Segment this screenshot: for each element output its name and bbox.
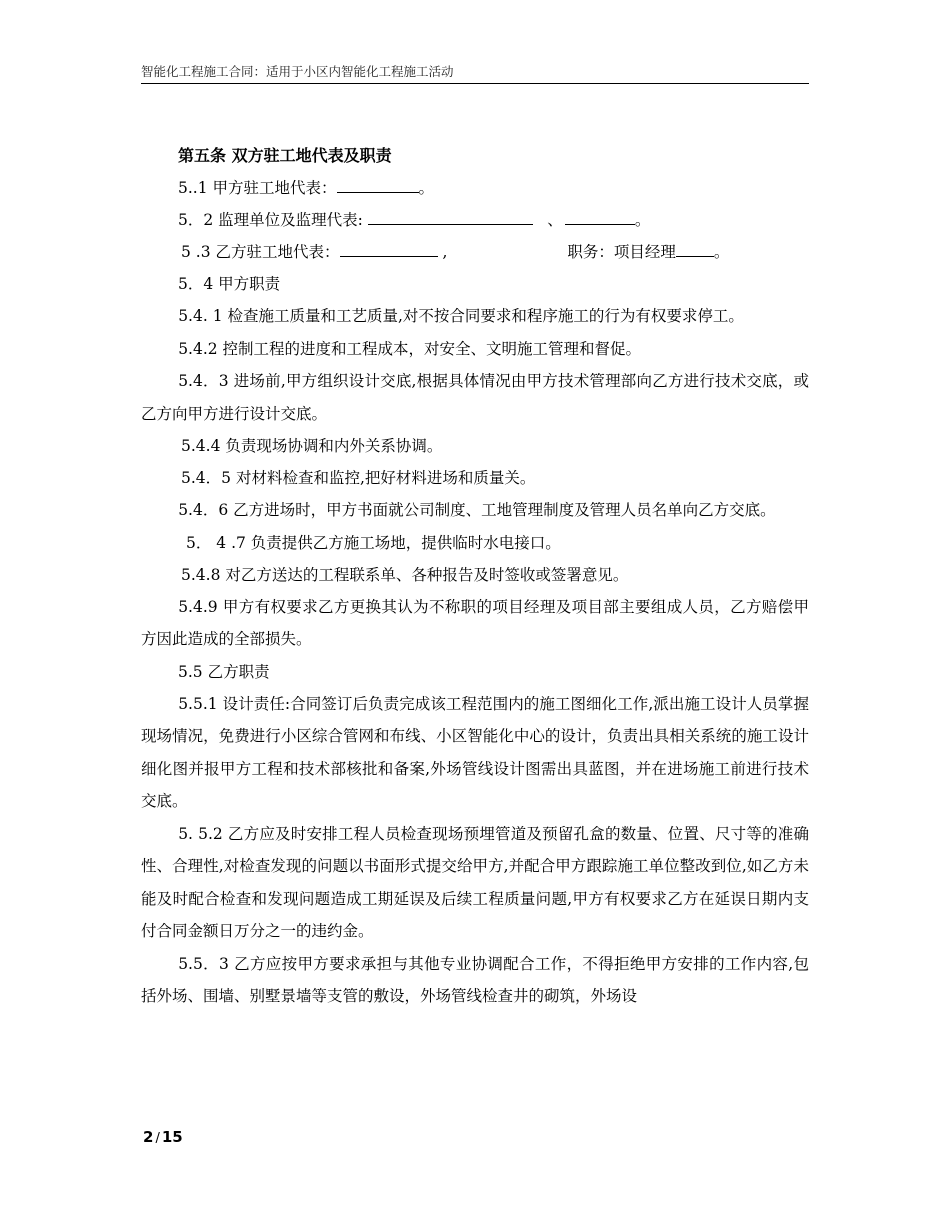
clause-5-1-end: 。 bbox=[418, 179, 435, 197]
clause-5-4-9: 5.4.9 甲方有权要求乙方更换其认为不称职的项目经理及项目部主要组成人员，乙方赔偿甲方因此造成的全部损失。 bbox=[141, 597, 809, 648]
blank-field bbox=[676, 238, 714, 257]
clause-5-5-1: 5.5.1 设计责任:合同签订后负责完成该工程范围内的施工图细化工作,派出施工设计人员掌握现场情况，免费进行小区综合管网和布线、小区智能化中心的设计，负责出具相关系统的施工设计细化图并报甲方工程和技术部核批和备案,外场管线设计图需出具蓝图，并在进场施工前进行技术交底。 bbox=[141, 694, 809, 810]
page-current: 2 bbox=[143, 1128, 154, 1146]
clause-5-3-mid: , bbox=[437, 243, 448, 261]
clause-5-2-label: 5．2 监理单位及监理代表: bbox=[178, 211, 368, 229]
clause-5-2-sep: 、 bbox=[547, 211, 563, 229]
running-header: 智能化工程施工合同：适用于小区内智能化工程施工活动 bbox=[141, 62, 809, 84]
clause-5-1-label: 5..1 甲方驻工地代表： bbox=[178, 179, 337, 197]
blank-field bbox=[340, 238, 438, 257]
blank-field bbox=[565, 206, 635, 225]
clause-5-4-7: 5． 4 .7 负责提供乙方施工场地，提供临时水电接口。 bbox=[186, 533, 561, 552]
clause-5-3-end: 。 bbox=[713, 243, 730, 261]
article-title: 第五条 双方驻工地代表及职责 bbox=[178, 146, 392, 165]
page-separator: / bbox=[155, 1131, 160, 1146]
document-body bbox=[141, 140, 809, 1013]
section-5-4: 5．4 甲方职责 bbox=[178, 275, 281, 293]
clause-5-3-role: 职务：项目经理 bbox=[567, 243, 676, 261]
clause-5-4-4: 5.4.4 负责现场协调和内外关系协调。 bbox=[181, 437, 443, 455]
clause-5-4-3: 5.4．3 进场前,甲方组织设计交底,根据具体情况由甲方技术管理部向乙方进行技术交底，或乙方向甲方进行设计交底。 bbox=[141, 372, 809, 423]
section-5-5: 5.5 乙方职责 bbox=[178, 662, 270, 681]
clause-5-5-3: 5.5．3 乙方应按甲方要求承担与其他专业协调配合工作，不得拒绝甲方安排的工作内容,包括外场、围墙、别墅景墙等支管的敷设，外场管线检查井的砌筑，外场设 bbox=[141, 954, 809, 1005]
blank-field bbox=[368, 206, 533, 225]
clause-5-5-2: 5. 5.2 乙方应及时安排工程人员检查现场预埋管道及预留孔盒的数量、位置、尺寸等的准确性、合理性,对检查发现的问题以书面形式提交给甲方,并配合甲方跟踪施工单位整改到位,如乙方未能及时配合检查和发现问题造成工期延误及后续工程质量问题,甲方有权要求乙方在延误日期内支付合同金额日万分之一的违约金。 bbox=[141, 824, 809, 940]
clause-5-4-2: 5.4.2 控制工程的进度和工程成本，对安全、文明施工管理和督促。 bbox=[178, 339, 642, 358]
clause-5-3-label: 5 .3 乙方驻工地代表： bbox=[181, 243, 340, 261]
clause-5-2-end: 。 bbox=[634, 211, 651, 229]
blank-field bbox=[337, 174, 419, 193]
clause-5-4-5: 5.4．5 对材料检查和监控,把好材料进场和质量关。 bbox=[181, 469, 536, 487]
page-total: 15 bbox=[161, 1128, 183, 1146]
clause-5-4-6: 5.4．6 乙方进场时，甲方书面就公司制度、工地管理制度及管理人员名单向乙方交底。 bbox=[178, 501, 776, 519]
clause-5-2 bbox=[141, 204, 809, 236]
clause-5-4-1: 5.4. 1 检查施工质量和工艺质量,对不按合同要求和程序施工的行为有权要求停工。 bbox=[178, 307, 744, 325]
clause-5-4-8: 5.4.8 对乙方送达的工程联系单、各种报告及时签收或签署意见。 bbox=[181, 565, 629, 584]
page-indicator bbox=[143, 1128, 183, 1146]
clause-5-3 bbox=[141, 236, 809, 268]
clause-5-1 bbox=[141, 172, 809, 204]
